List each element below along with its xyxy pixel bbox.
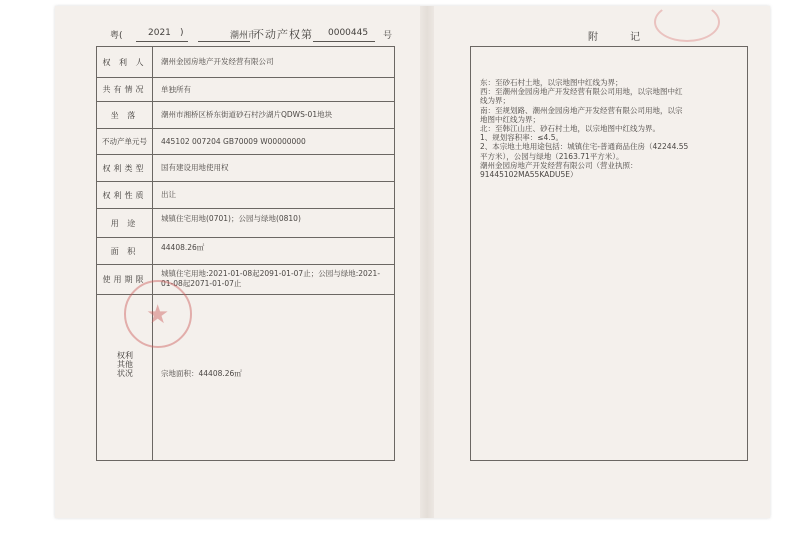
official-seal xyxy=(124,280,192,348)
row-value-unit-number: 445102 007204 GB70009 W00000000 xyxy=(161,136,306,146)
header-title: 不动产权第 xyxy=(253,28,313,41)
row-label-right-nature: 权利性质 xyxy=(102,190,147,200)
row-label-area: 面 积 xyxy=(110,246,139,256)
note-line: 2、本宗地土地用途包括：城镇住宅-普通商品住房（42244.55 xyxy=(480,142,689,152)
note-line: 南：至规划路、潮州金园房地产开发经营有限公司用地，以宗 xyxy=(480,105,683,115)
row-value-location: 潮州市湘桥区桥东街道砂石村沙湖片QDWS-01地块 xyxy=(161,110,333,119)
header-city: 潮州市 xyxy=(230,31,258,41)
header-prefix: 粤( xyxy=(110,31,123,41)
note-line: 线为界； xyxy=(480,96,510,106)
table-row xyxy=(97,182,394,209)
note-line: 1、规划容积率：≤4.5。 xyxy=(480,133,563,143)
note-line: 潮州金园房地产开发经营有限公司（营业执照： xyxy=(480,160,638,170)
row-label-co-ownership: 共有情况 xyxy=(102,85,147,94)
row-value-usage: 城镇住宅用地(0701)；公园与绿地(0810) xyxy=(161,214,301,223)
header-suffix: 号 xyxy=(383,31,393,41)
seal-fragment xyxy=(654,2,720,42)
table-row xyxy=(97,238,394,265)
note-line: 地图中红线为界； xyxy=(480,114,540,124)
row-label-term: 使用期限 xyxy=(102,275,147,284)
table-row xyxy=(97,129,394,155)
other-status-label: 权利其他状况 xyxy=(117,351,133,378)
row-value-owner: 潮州金园房地产开发经营有限公司 xyxy=(161,57,274,66)
row-label-location: 坐 落 xyxy=(110,110,139,120)
row-label-right-type: 权利类型 xyxy=(102,163,147,173)
note-line: 东：至砂石村土地，以宗地图中红线为界； xyxy=(480,78,623,87)
table-row xyxy=(97,155,394,182)
other-status-value: 宗地面积：44408.26㎡ xyxy=(161,369,242,378)
table-row xyxy=(97,209,394,238)
row-value-right-nature: 出让 xyxy=(161,190,176,199)
row-value-right-type: 国有建设用地使用权 xyxy=(161,163,229,172)
appendix-title-a: 附 xyxy=(588,32,598,43)
note-line: 北：至韩江山庄、砂石村土地，以宗地图中红线为界。 xyxy=(480,124,660,134)
table-row xyxy=(97,78,394,102)
row-label-unit-number: 不动产单元号 xyxy=(102,137,147,146)
note-line: 平方米），公园与绿地（2163.71平方米）。 xyxy=(480,151,624,161)
note-line: 91445102MA55KADU5E） xyxy=(480,170,578,180)
row-value-term: 城镇住宅用地:2021-01-08起2091-01-07止；公园与绿地:2021-01-08起2071-01-07止 xyxy=(161,269,381,288)
table-row xyxy=(97,102,394,129)
row-value-area: 44408.26㎡ xyxy=(161,243,205,252)
header-close-paren: ) xyxy=(180,28,184,38)
table-row xyxy=(97,47,394,78)
rights-table xyxy=(96,46,395,461)
row-label-usage: 用 途 xyxy=(110,218,139,228)
star-icon: ★ xyxy=(146,300,170,330)
row-value-co-ownership: 单独所有 xyxy=(161,84,191,94)
row-label-owner: 权 利 人 xyxy=(102,57,147,67)
appendix-title-b: 记 xyxy=(630,32,640,43)
appendix-notes xyxy=(480,78,710,179)
header-number: 0000445 xyxy=(328,28,369,38)
page-fold xyxy=(420,6,434,518)
header-year: 2021 xyxy=(148,28,171,38)
note-line: 西：至潮州金园房地产开发经营有限公司用地，以宗地图中红 xyxy=(480,87,683,97)
certificate-header xyxy=(100,24,395,44)
